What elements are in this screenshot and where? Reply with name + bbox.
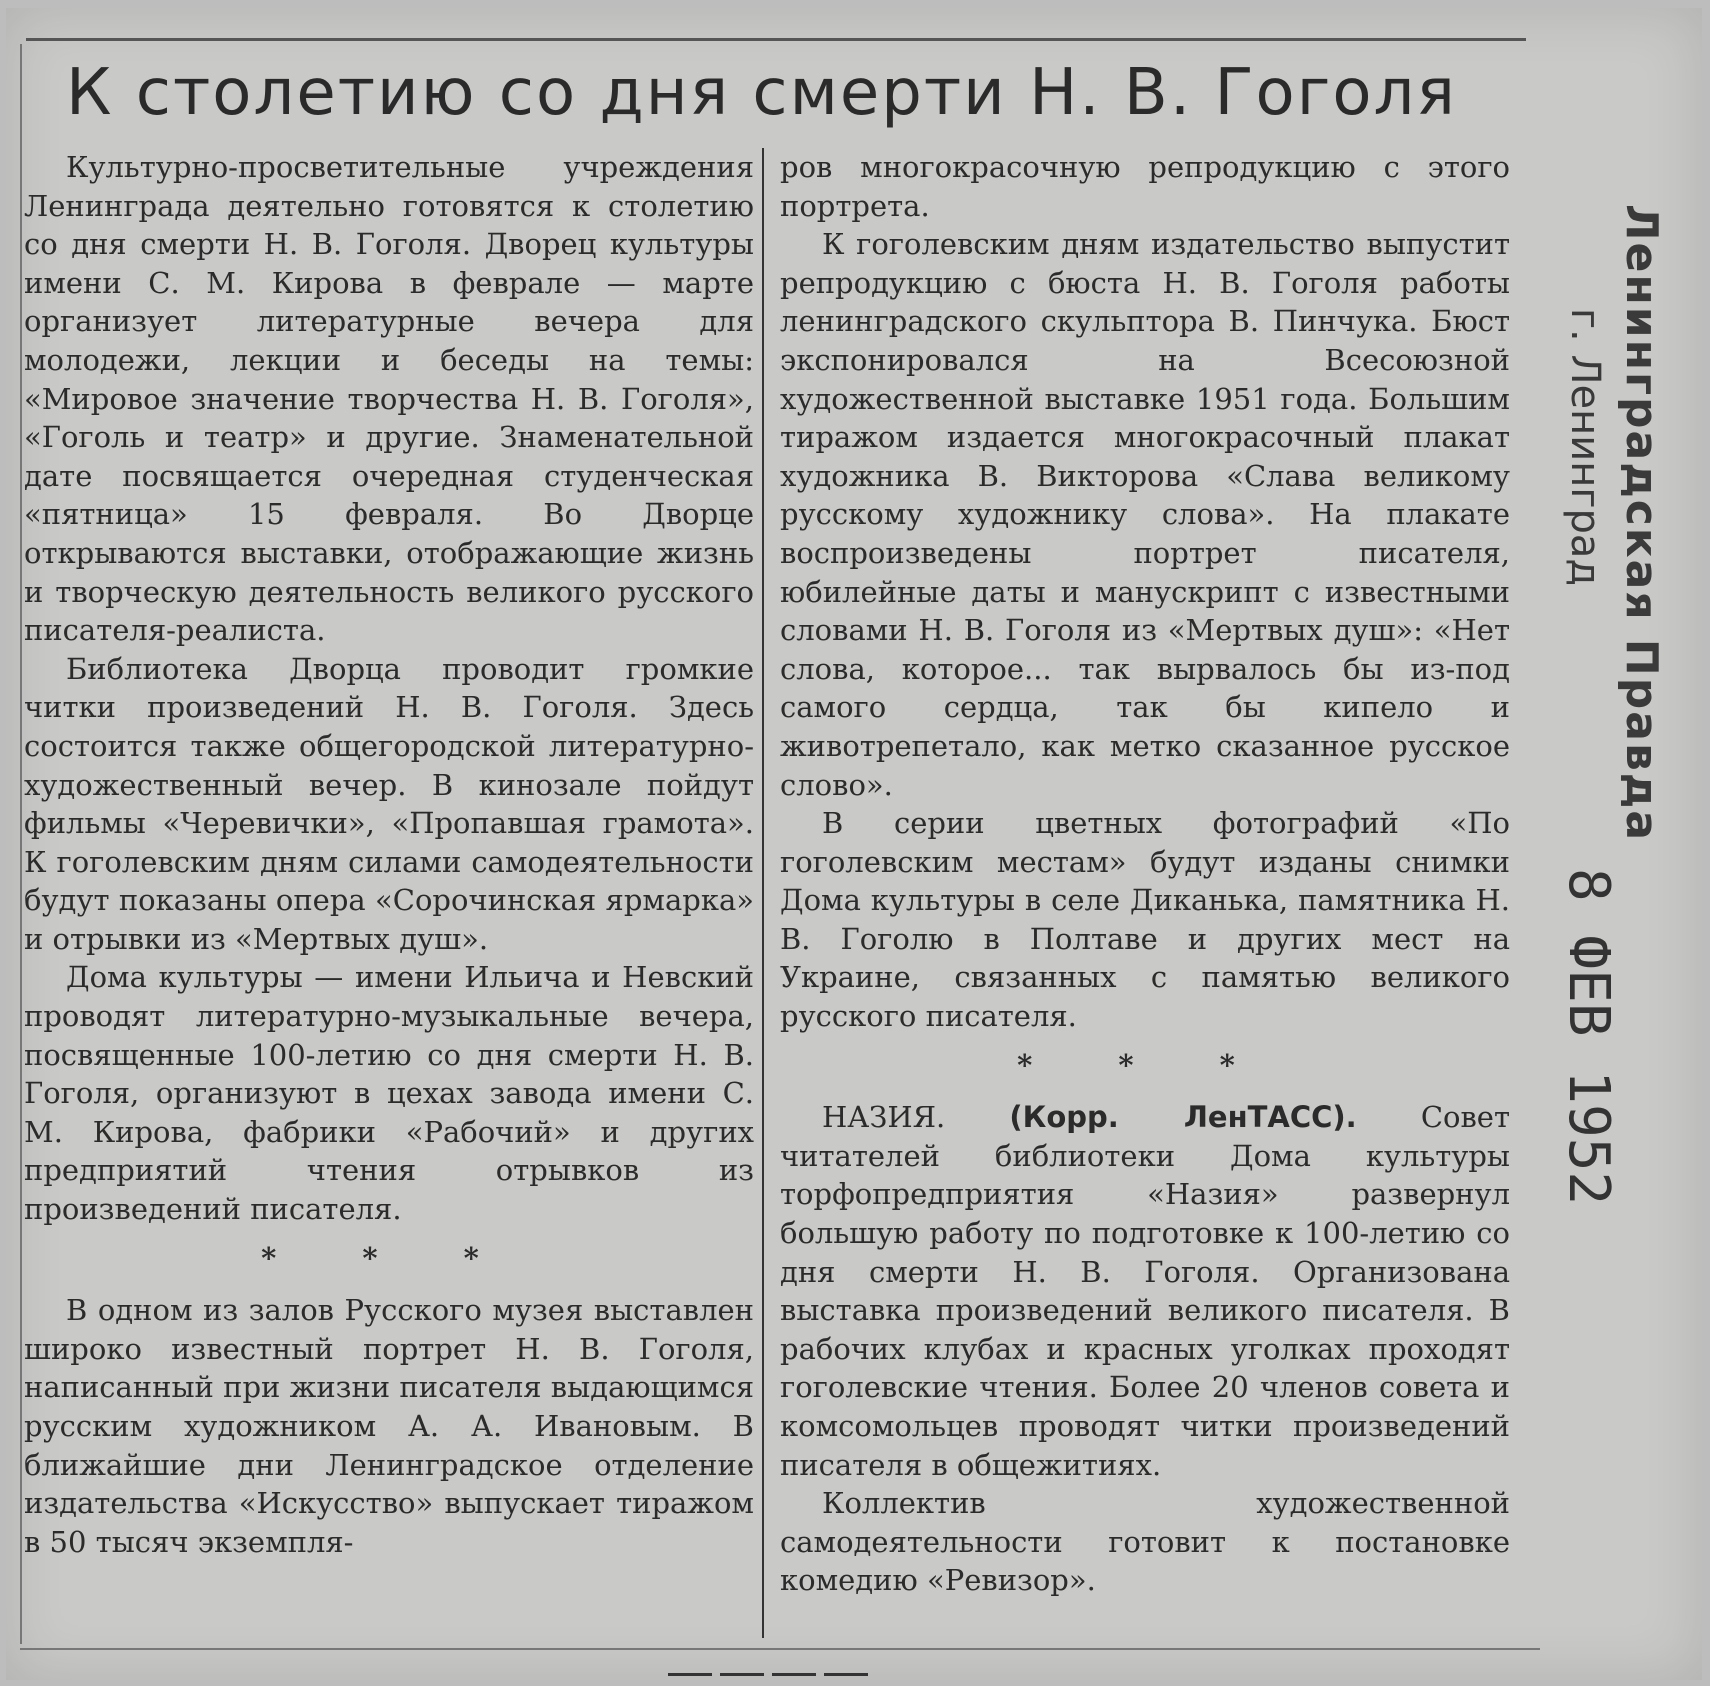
paragraph: Библиотека Дворца проводит громкие читки произведений Н. В. Гоголя. Здесь состоится также общегородской литературно-художественный вечер. В кинозале пойдут фильмы «Черевички», «Пропавшая грамота». К гоголевским дням силами самодеятельности будут показаны опера «Сорочинская ярмарка» и отрывки из «Мертвых душ». <box>24 651 754 956</box>
news-source: (Корр. ЛенТАСС). <box>1009 1100 1357 1135</box>
paragraph: Культурно-просветительные учреждения Ленинграда деятельно готовятся к столетию со дня смерти Н. В. Гоголя. Дворец культуры имени С. М. Кирова в феврале — марте организует литературные вечера для молодежи, лекции и беседы на темы: «Мировое значение творчества Н. В. Гоголя», «Гоголь и театр» и другие. Знаменательной дате посвящается очередная студенческая «пятница» 15 февраля. Во Дворце открываются выставки, отображающие жизнь и творческую деятельность великого русского писателя-реалиста. <box>24 150 754 648</box>
left-column <box>24 148 754 1561</box>
nazia-text: Совет читателей библиотеки Дома культуры торфопредприятия «Назия» развернул большую работу по подготовке к 100-летию со дня смерти Н. В. Гоголя. Организована выставка произведений великого писателя. В рабочих клубах и красных уголках проходят гоголевские чтения. Более 20 членов совета и комсомольцев проводят читки произведений писателя в общежитиях. <box>780 1100 1511 1482</box>
paragraph: Коллектив художественной самодеятельности готовит к постановке комедию «Ревизор». <box>780 1486 1510 1598</box>
paragraph: Дома культуры — имени Ильича и Невский проводят литературно-музыкальные вечера, посвященные 100-летию со дня смерти Н. В. Гоголя, организуют в цехах завода имени С. М. Кирова, фабрики «Рабочий» и других предприятий чтения отрывков из произведений писателя. <box>24 960 754 1227</box>
paragraph-nazia <box>780 1098 1510 1484</box>
left-border <box>20 44 22 1644</box>
end-rule <box>668 1673 868 1676</box>
dateline: НАЗИЯ. <box>822 1100 946 1135</box>
paragraph: К гоголевским дням издательство выпустит репродукцию с бюста Н. В. Гоголя работы ленинградского скульптора В. Пинчука. Бюст экспонировался на Всесоюзной художественной выставке 1951 года. Большим тиражом издается многокрасочный плакат художника В. Викторова «Слава великому русскому художнику слова». На плакате воспроизведены портрет писателя, юбилейные даты и манускрипт с известными словами Н. В. Гоголя из «Мертвых душ»: «Нет слова, которое... так вырвалось бы из-под самого сердца, так бы кипело и животрепетало, как метко сказанное русское слово». <box>780 227 1510 802</box>
stamp-city: г. Ленинград <box>1562 308 1608 587</box>
newspaper-clipping <box>6 8 1702 1680</box>
stamp-newspaper-name: Ленинградская Правда <box>1616 204 1667 843</box>
paragraph: В одном из залов Русского музея выставлен широко известный портрет Н. В. Гоголя, написанный при жизни писателя выдающимся русским художником А. А. Ивановым. В ближайшие дни Ленинградское отделение издательства «Искусство» выпускает тиражом в 50 тысяч экземпля- <box>24 1293 754 1559</box>
section-separator: * * * <box>261 1240 517 1275</box>
section-separator: * * * <box>1017 1047 1273 1082</box>
paragraph: ров многокрасочную репродукцию с этого портрета. <box>780 150 1510 223</box>
paragraph: В серии цветных фотографий «По гоголевским местам» будут изданы снимки Дома культуры в селе Диканька, памятника Н. В. Гоголю в Полтаве и других мест на Украине, связанных с памятью великого русского писателя. <box>780 806 1510 1034</box>
headline: К столетию со дня смерти Н. В. Гоголя <box>66 56 1457 130</box>
column-divider <box>762 148 764 1638</box>
bottom-border <box>20 1648 1540 1650</box>
top-rule <box>26 38 1526 41</box>
right-column <box>780 148 1510 1600</box>
stamp-date: 8 ФЕВ 1952 <box>1556 868 1621 1206</box>
